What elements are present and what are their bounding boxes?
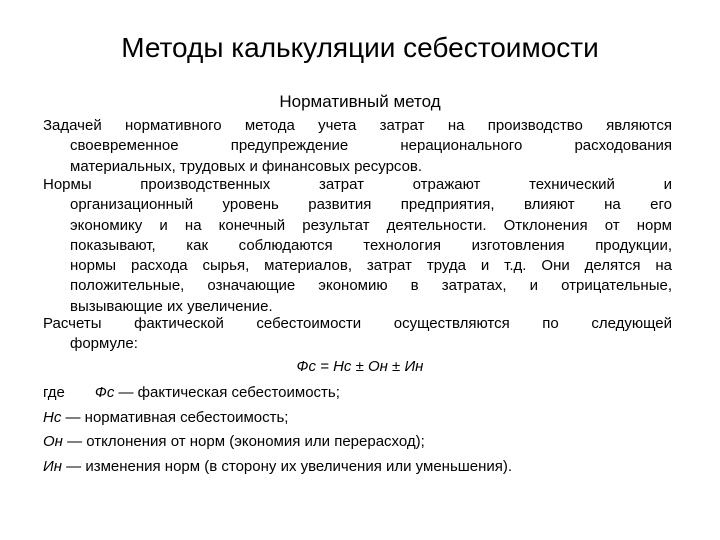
definition-symbol: Ин xyxy=(43,457,62,475)
paragraph-line: положительные, означающие экономию в затратах, и отрицательные, xyxy=(70,277,672,295)
subtitle-text: Нормативный метод xyxy=(279,92,441,111)
paragraph-line: экономику и на конечный результат деятельности. Отклонения от норм xyxy=(70,216,672,234)
paragraph-calculation xyxy=(43,314,672,355)
paragraph-line: Нормы производственных затрат отражают технический и xyxy=(43,176,672,193)
slide-subtitle xyxy=(0,91,720,113)
definition-row xyxy=(43,406,512,431)
definition-symbol: Нс xyxy=(43,408,62,426)
paragraph-line: вызывающие их увеличение. xyxy=(70,297,273,315)
definition-text: — изменения норм (в сторону их увеличения или уменьшения). xyxy=(61,457,513,475)
definition-symbol: Он xyxy=(43,433,63,450)
paragraph-line: Задачей нормативного метода учета затрат на производство являются xyxy=(43,117,672,134)
definition-text: — фактическая себестоимость; xyxy=(114,384,340,401)
paragraph-line: формуле: xyxy=(70,335,138,353)
definition-prefix: где xyxy=(43,384,65,401)
definition-row xyxy=(43,430,512,455)
paragraph-norms xyxy=(43,175,672,317)
paragraph-line: Расчеты фактической себестоимости осуществляются по следующей xyxy=(43,315,672,332)
paragraph-task xyxy=(43,116,672,177)
definition-text: — нормативная себестоимость; xyxy=(61,408,289,426)
paragraph-line: показывают, как соблюдаются технология изготовления продукции, xyxy=(70,236,672,254)
paragraph-line: организационный уровень развития предприятия, влияют на его xyxy=(70,196,672,214)
paragraph-line: материальных, трудовых и финансовых ресурсов. xyxy=(70,157,423,175)
definition-row xyxy=(43,381,512,406)
paragraph-line: своевременное предупреждение нерационального расходования xyxy=(70,137,672,155)
paragraph-line: нормы расхода сырья, материалов, затрат труда и т.д. Они делятся на xyxy=(70,257,672,275)
definition-row xyxy=(43,455,512,480)
definition-symbol: Фс xyxy=(94,384,115,401)
formula: Фс = Нс ± Он ± Ин xyxy=(296,358,424,375)
definition-text: — отклонения от норм (экономия или перерасход); xyxy=(62,433,425,450)
slide-title: Методы калькуляции себестоимости xyxy=(121,32,599,63)
definitions-list xyxy=(43,381,512,479)
